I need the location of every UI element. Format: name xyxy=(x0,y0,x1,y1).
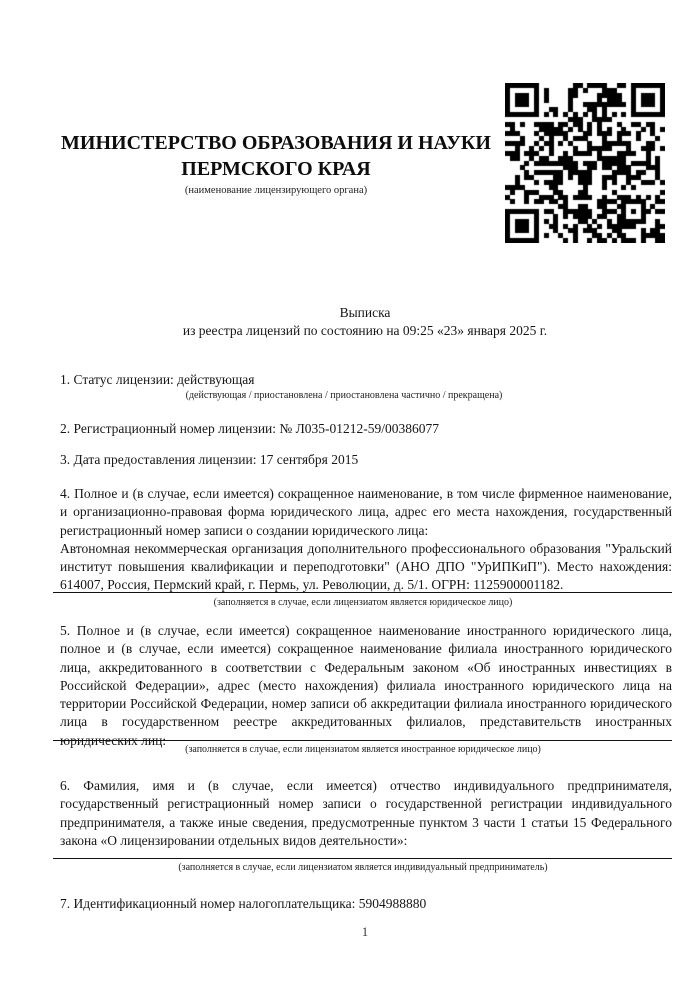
individual-entrepreneur-note: (заполняется в случае, если лицензиатом является индивидуальный предприниматель) xyxy=(178,862,548,873)
legal-entity-note: (заполняется в случае, если лицензиатом является юридическое лицо) xyxy=(213,597,513,608)
individual-entrepreneur-section: 6. Фамилия, имя и (в случае, если имеется) отчество индивидуального предпринимателя, государственный регистрационный номер записи о государственной регистрации индивидуального предпринимателя, а также иные сведения, предусмотренные пунктом 3 части 1 статьи 15 Федерального закона «О лицензировании отдельных видов деятельности»: xyxy=(60,778,672,848)
license-status-options-note: (действующая / приостановлена / приостановлена частично / прекращена) xyxy=(185,390,503,401)
individual-entrepreneur-underline xyxy=(53,858,672,859)
legal-entity-label: 4. Полное и (в случае, если имеется) сокращенное наименование, в том числе фирменное наименование, и организационно-правовая форма юридического лица, адрес его места нахождения, государственный регистрационный номер записи о создании юридического лица: xyxy=(60,486,672,538)
document-title-line2: из реестра лицензий по состоянию на 09:25 «23» января 2025 г. xyxy=(182,323,548,339)
foreign-entity-note: (заполняется в случае, если лицензиатом является иностранное юридическое лицо) xyxy=(185,744,541,755)
document-title xyxy=(30,304,700,341)
ministry-name-line1: МИНИСТЕРСТВО ОБРАЗОВАНИЯ И НАУКИ xyxy=(61,132,491,154)
page-number: 1 xyxy=(361,925,369,939)
license-grant-date-line: 3. Дата предоставления лицензии: 17 сентября 2015 xyxy=(60,452,359,467)
issuing-authority-header xyxy=(60,131,492,197)
ministry-name-line2: ПЕРМСКОГО КРАЯ xyxy=(181,157,371,180)
foreign-entity-section: 5. Полное и (в случае, если имеется) сокращенное наименование иностранного юридического лица, полное и (в случае, если имеется) сокращенное наименование филиала иностранного юридического лица, аккредитованного в соответствии с Федеральным законом «Об иностранных инвестициях в Российской Федерации», адрес (место нахождения) филиала иностранного юридического лица на территории Российской Федерации, номер записи об аккредитации филиала иностранного юридического лица в государственном реестре аккредитованных филиалов, представительств иностранных юридических лиц: xyxy=(60,623,672,748)
taxpayer-number-line: 7. Идентификационный номер налогоплательщика: 5904988880 xyxy=(60,896,427,911)
legal-entity-underline xyxy=(53,592,672,593)
foreign-entity-underline xyxy=(53,740,672,741)
ministry-caption: (наименование лицензирующего органа) xyxy=(184,185,368,196)
legal-entity-value: Автономная некоммерческая организация дополнительного профессионального образования "Уральский институт повышения квалификации и переподготовки" (АНО ДПО "УрИПКиП"). Место нахождения: 614007, Россия, Пермский край, г. Пермь, ул. Революции, д. 5/1. ОГРН: 1125900001182. xyxy=(60,540,672,593)
registration-number-line: 2. Регистрационный номер лицензии: № Л035-01212-59/00386077 xyxy=(60,421,440,436)
document-title-line1: Выписка xyxy=(339,305,391,320)
license-status-line: 1. Статус лицензии: действующая xyxy=(60,372,255,387)
legal-entity-section xyxy=(60,485,672,595)
qr-code xyxy=(505,83,665,243)
